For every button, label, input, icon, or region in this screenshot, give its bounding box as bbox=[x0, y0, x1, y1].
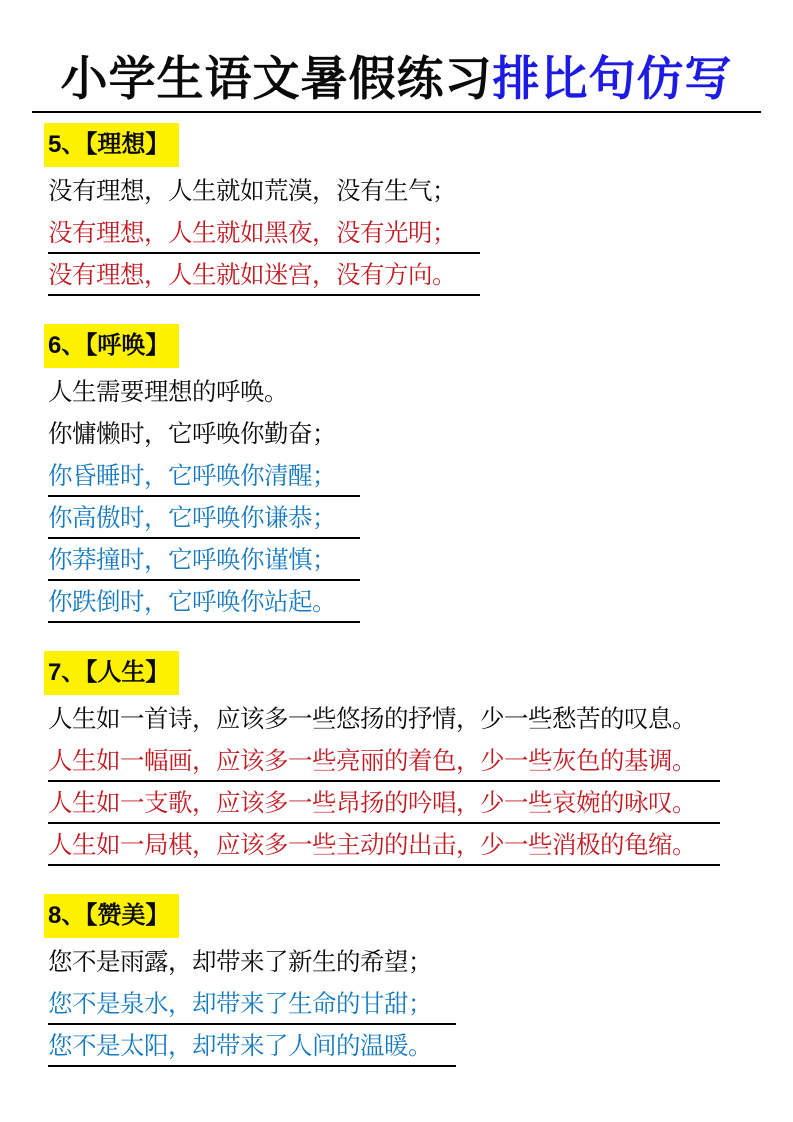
section-8 bbox=[48, 894, 745, 1068]
section-heading-highlight: 7、【人生】 bbox=[44, 651, 179, 695]
answer-sentence-line bbox=[48, 498, 745, 540]
sentence-text: 人生如一首诗，应该多一些悠扬的抒情，少一些愁苦的叹息。 bbox=[48, 706, 696, 733]
sentence-text: 没有理想，人生就如黑夜，没有光明； bbox=[48, 218, 480, 254]
section-lines bbox=[48, 699, 745, 867]
example-sentence-line bbox=[48, 372, 745, 414]
answer-sentence-line bbox=[48, 456, 745, 498]
section-6 bbox=[48, 324, 745, 624]
example-sentence-line bbox=[48, 699, 745, 741]
section-7 bbox=[48, 651, 745, 867]
example-sentence-line bbox=[48, 942, 745, 984]
answer-sentence-line bbox=[48, 741, 745, 783]
sections-list bbox=[48, 123, 745, 1068]
sentence-text: 人生如一局棋，应该多一些主动的出击，少一些消极的龟缩。 bbox=[48, 830, 720, 866]
title-divider-line bbox=[32, 111, 761, 113]
answer-sentence-line bbox=[48, 1026, 745, 1068]
sentence-text: 您不是雨露，却带来了新生的希望； bbox=[48, 949, 432, 976]
sentence-text: 没有理想，人生就如荒漠，没有生气； bbox=[48, 178, 456, 205]
answer-sentence-line bbox=[48, 582, 745, 624]
section-heading-highlight: 6、【呼唤】 bbox=[44, 324, 179, 368]
section-lines bbox=[48, 372, 745, 624]
answer-sentence-line bbox=[48, 540, 745, 582]
section-lines bbox=[48, 942, 745, 1068]
title-block bbox=[48, 52, 745, 113]
answer-sentence-line bbox=[48, 213, 745, 255]
sentence-text: 你昏睡时，它呼唤你清醒； bbox=[48, 461, 360, 497]
answer-sentence-line bbox=[48, 984, 745, 1026]
sentence-text: 你高傲时，它呼唤你谦恭； bbox=[48, 503, 360, 539]
title-main-text: 小学生语文暑假练习 bbox=[60, 52, 493, 105]
sentence-text: 你慵懒时，它呼唤你勤奋； bbox=[48, 421, 336, 448]
title-accent-text: 排比句仿写 bbox=[492, 52, 733, 105]
section-heading-highlight: 5、【理想】 bbox=[44, 123, 179, 167]
sentence-text: 你莽撞时，它呼唤你谨慎； bbox=[48, 545, 360, 581]
answer-sentence-line bbox=[48, 255, 745, 297]
sentence-text: 人生如一支歌，应该多一些昂扬的吟唱，少一些哀婉的咏叹。 bbox=[48, 788, 720, 824]
example-sentence-line bbox=[48, 171, 745, 213]
answer-sentence-line bbox=[48, 783, 745, 825]
section-heading-highlight: 8、【赞美】 bbox=[44, 894, 179, 938]
page-title bbox=[48, 52, 745, 106]
answer-sentence-line bbox=[48, 825, 745, 867]
example-sentence-line bbox=[48, 414, 745, 456]
sentence-text: 没有理想，人生就如迷宫，没有方向。 bbox=[48, 260, 480, 296]
sentence-text: 您不是泉水，却带来了生命的甘甜； bbox=[48, 989, 456, 1025]
sentence-text: 你跌倒时，它呼唤你站起。 bbox=[48, 587, 360, 623]
section-5 bbox=[48, 123, 745, 297]
sentence-text: 人生如一幅画，应该多一些亮丽的着色，少一些灰色的基调。 bbox=[48, 746, 720, 782]
section-lines bbox=[48, 171, 745, 297]
sentence-text: 人生需要理想的呼唤。 bbox=[48, 379, 288, 406]
sentence-text: 您不是太阳，却带来了人间的温暖。 bbox=[48, 1031, 456, 1067]
